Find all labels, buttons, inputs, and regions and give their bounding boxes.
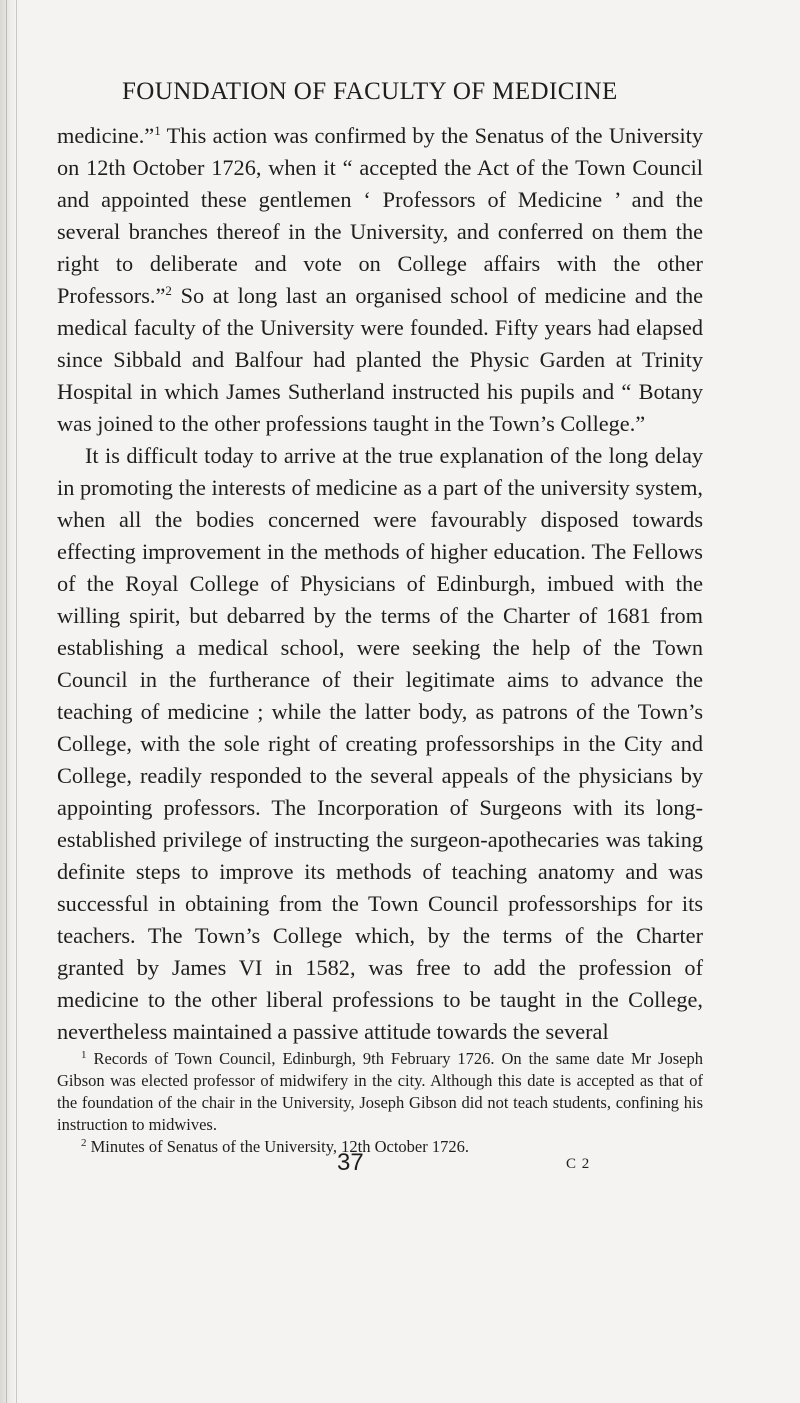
- paragraph-1-text-b: This action was confirmed by the Senatus of the University on 12th October 1726, when it “ accepted the Act of the Town Council and appointed these gentlemen ‘ Professors of Medicine ’ and the several branches thereof in the University, and conferred on them the right to deliberate and vote on College affairs with the other Professors.”: [57, 123, 703, 308]
- footnote-marker-1: 1: [81, 1049, 87, 1061]
- main-text: [57, 120, 703, 1048]
- paragraph-1-text-c: So at long last an organised school of medicine and the medical faculty of the University were founded. Fifty years had elapsed since Sibbald and Balfour had planted the Physic Garden at Trinity Hospital in which James Sutherland instructed his pupils and “ Botany was joined to the other professions taught in the Town’s College.”: [57, 283, 703, 436]
- footnote-1: [57, 1048, 703, 1136]
- paragraph-1-text-a: medicine.”: [57, 123, 155, 148]
- footnote-ref-1: 1: [154, 123, 161, 138]
- footnote-marker-2: 2: [81, 1137, 87, 1149]
- running-head: FOUNDATION OF FACULTY OF MEDICINE: [122, 78, 618, 105]
- signature-mark: C 2: [566, 1156, 591, 1172]
- page-number: 37: [337, 1149, 364, 1176]
- paragraph-1: [57, 120, 703, 440]
- gutter-edge: [6, 0, 7, 1403]
- paragraph-2: It is difficult today to arrive at the true explanation of the long delay in promoting the interests of medicine as a part of the university system, when all the bodies concerned were favourably disposed towards effecting improvement in the methods of higher education. The Fellows of the Royal College of Physicians of Edinburgh, imbued with the willing spirit, but debarred by the terms of the Charter of 1681 from establishing a medical school, were seeking the help of the Town Council in the furtherance of their legitimate aims to advance the teaching of medicine ; while the latter body, as patrons of the Town’s College, with the sole right of creating professorships in the City and College, readily responded to the several appeals of the physicians by appointing professors. The Incorporation of Surgeons with its long-established privilege of instructing the surgeon-apothecaries was taking definite steps to improve its methods of teaching anatomy and was successful in obtaining from the Town Council professorships for its teachers. The Town’s College which, by the terms of the Charter granted by James VI in 1582, was free to add the profession of medicine to the other liberal professions to be taught in the College, nevertheless maintained a passive attitude towards the several: [57, 443, 703, 1044]
- binding-gutter: [0, 0, 17, 1403]
- footnote-2-text: Minutes of Senatus of the University, 12th October 1726.: [86, 1137, 469, 1156]
- footnote-1-text: Records of Town Council, Edinburgh, 9th February 1726. On the same date Mr Joseph Gibson was elected professor of midwifery in the city. Although this date is accepted as that of the foundation of the chair in the University, Joseph Gibson did not teach students, confining his instruction to midwives.: [57, 1049, 703, 1134]
- footnote-ref-2: 2: [165, 283, 172, 298]
- footnotes: [57, 1048, 703, 1158]
- footnote-2: [57, 1136, 703, 1158]
